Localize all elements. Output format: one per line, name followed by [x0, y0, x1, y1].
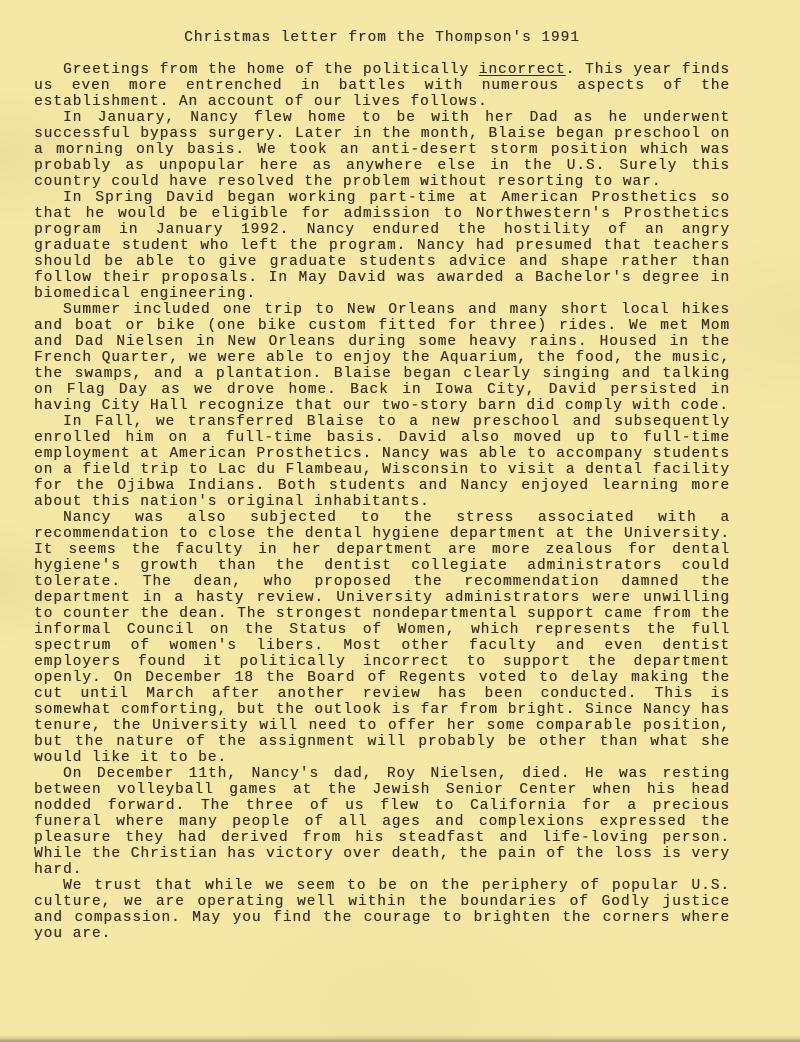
letter-body — [34, 62, 730, 942]
page-bottom-edge — [0, 1035, 800, 1042]
text-segment: Nancy was also subjected to the stress associated with a recommendation to close the dental hygiene department at the University. It seems the faculty in her department are more zealous for dental hygiene's growth than the dentist collegiate administrators could tolerate. The dean, who proposed the recommendation damned the department in a hasty review. University administrators were unwilling to counter the dean. The strongest nondepartmental support came from the informal Council on the Status of Women, which represents the full spectrum of women's libers. Most other faculty and even dentist employers found it politically incorrect to support the department openly. On December 18 the Board of Regents voted to delay making the cut until March after another review has been conducted. This is somewhat comforting, but the outlook is far from bright. Since Nancy has tenure, the University will need to offer her some comparable position, but the nature of the assignment will probably be other than what she would like it to be. — [34, 510, 730, 766]
underlined-text: incorrect — [478, 62, 566, 78]
text-segment: We trust that while we seem to be on the periphery of popular U.S. culture, we are operating well within the boundaries of Godly justice and compassion. May you find the courage to brighten the corners where you are. — [34, 878, 730, 942]
text-segment: In Fall, we transferred Blaise to a new preschool and subsequently enrolled him on a full-time basis. David also moved up to full-time employment at American Prosthetics. Nancy was able to accompany students on a field trip to Lac du Flambeau, Wisconsin to visit a dental facility for the Ojibwa Indians. Both students and Nancy enjoyed learning more about this nation's original inhabitants. — [34, 414, 730, 510]
paragraph — [34, 302, 730, 414]
text-segment: In January, Nancy flew home to be with her Dad as he underwent successful bypass surgery. Later in the month, Blaise began preschool on a morning only basis. We took an anti-desert storm position which was probably as unpopular here as anywhere else in the U.S. Surely this country could have resolved the problem without resorting to war. — [34, 110, 730, 190]
paragraph — [34, 190, 730, 302]
paragraph — [34, 766, 730, 878]
paragraph — [34, 878, 730, 942]
letter-title: Christmas letter from the Thompson's 1991 — [184, 30, 580, 46]
text-segment: Summer included one trip to New Orleans and many short local hikes and boat or bike (one bike custom fitted for three) rides. We met Mom and Dad Nielsen in New Orleans during some heavy rains. Housed in the French Quarter, we were able to enjoy the Aquarium, the food, the music, the swamps, and a plantation. Blaise began clearly singing and talking on Flag Day as we drove home. Back in Iowa City, David persisted in having City Hall recognize that our two-story barn did comply with code. — [34, 302, 730, 414]
text-segment: In Spring David began working part-time at American Prosthetics so that he would be eligible for admission to Northwestern's Prosthetics program in January 1992. Nancy endured the hostility of an angry graduate student who left the program. Nancy had presumed that teachers should be able to give graduate students advice and shape rather than follow their proposals. In May David was awarded a Bachelor's degree in biomedical engineering. — [34, 190, 730, 302]
paragraph — [34, 414, 730, 510]
text-segment: On December 11th, Nancy's dad, Roy Nielsen, died. He was resting between volleyball games at the Jewish Senior Center when his head nodded forward. The three of us flew to California for a precious funeral where many people of all ages and complexions expressed the pleasure they had derived from his steadfast and life-loving person. While the Christian has victory over death, the pain of the loss is very hard. — [34, 766, 730, 878]
paragraph — [34, 62, 730, 110]
text-segment: . This year finds us even more entrenched in battles with numerous aspects of the establishment. An account of our lives follows. — [34, 62, 730, 110]
paragraph — [34, 110, 730, 190]
paragraph — [34, 510, 730, 766]
text-segment: Greetings from the home of the politically — [63, 62, 479, 78]
